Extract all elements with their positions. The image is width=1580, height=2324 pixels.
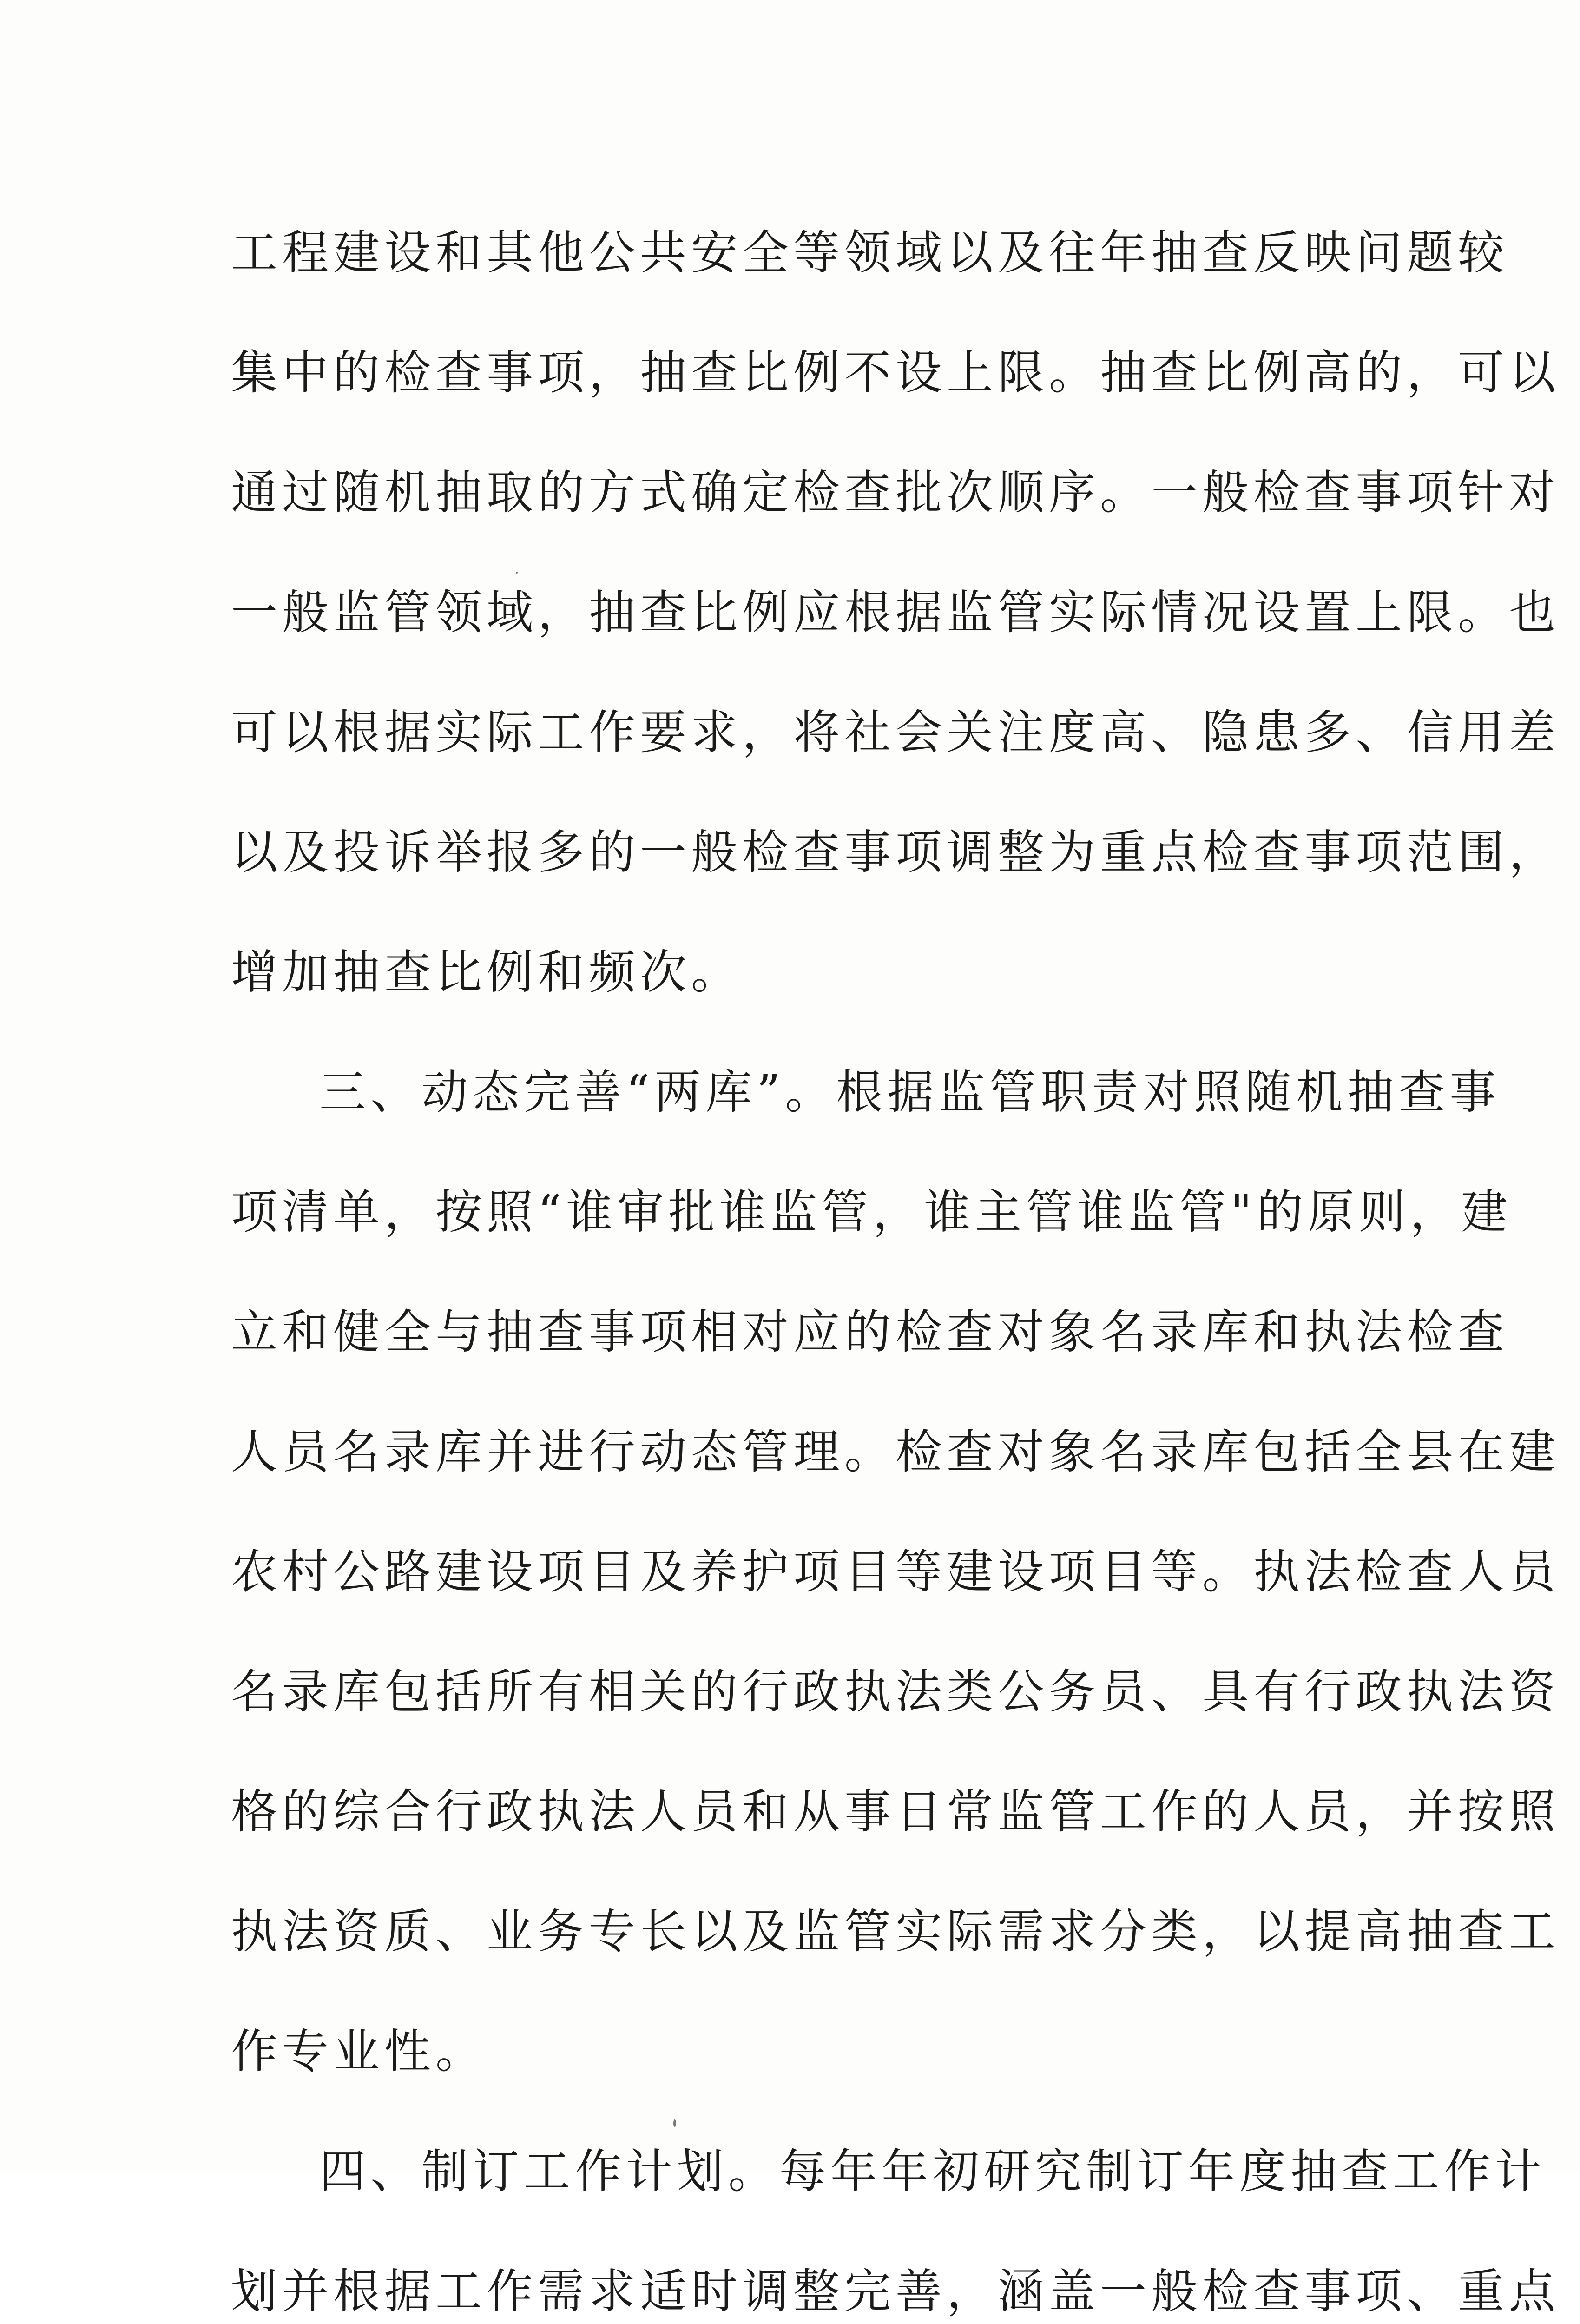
scan-speck bbox=[673, 2119, 676, 2127]
text-line: 通过随机抽取的方式确定检查批次顺序。一般检查事项针对 bbox=[231, 465, 1560, 520]
section-heading-line: 四、制订工作计划。每年年初研究制订年度抽查工作计 bbox=[319, 2144, 1546, 2199]
text-line: 增加抽查比例和频次。 bbox=[231, 945, 742, 999]
section-heading-line: 三、动态完善“两库”。根据监管职责对照随机抽查事 bbox=[319, 1065, 1501, 1119]
text-line: 立和健全与抽查事项相对应的检查对象名录库和执法检查 bbox=[231, 1305, 1509, 1359]
text-line: 人员名录库并进行动态管理。检查对象名录库包括全县在建 bbox=[231, 1425, 1560, 1479]
text-line: 执法资质、业务专长以及监管实际需求分类，以提高抽查工 bbox=[231, 1904, 1560, 1959]
body-text bbox=[231, 193, 1560, 2324]
text-line: 农村公路建设项目及养护项目等建设项目等。执法检查人员 bbox=[231, 1545, 1560, 1599]
text-line: 可以根据实际工作要求，将社会关注度高、隐患多、信用差 bbox=[231, 705, 1560, 759]
text-line: 一般监管领域，抽查比例应根据监管实际情况设置上限。也 bbox=[231, 585, 1560, 640]
text-line: 格的综合行政执法人员和从事日常监管工作的人员，并按照 bbox=[231, 1784, 1560, 1839]
text-line: 工程建设和其他公共安全等领域以及往年抽查反映问题较 bbox=[231, 225, 1509, 280]
text-line: 集中的检查事项，抽查比例不设上限。抽查比例高的，可以 bbox=[231, 345, 1560, 400]
scan-speck bbox=[516, 572, 518, 574]
text-line: 名录库包括所有相关的行政执法类公务员、具有行政执法资 bbox=[231, 1664, 1560, 1719]
text-line: 以及投诉举报多的一般检查事项调整为重点检查事项范围， bbox=[231, 825, 1560, 879]
text-line: 项清单，按照“谁审批谁监管，谁主管谁监管"的原则，建 bbox=[231, 1185, 1513, 1239]
text-line: 作专业性。 bbox=[231, 2024, 487, 2079]
text-line: 划并根据工作需求适时调整完善，涵盖一般检查事项、重点 bbox=[231, 2264, 1560, 2318]
